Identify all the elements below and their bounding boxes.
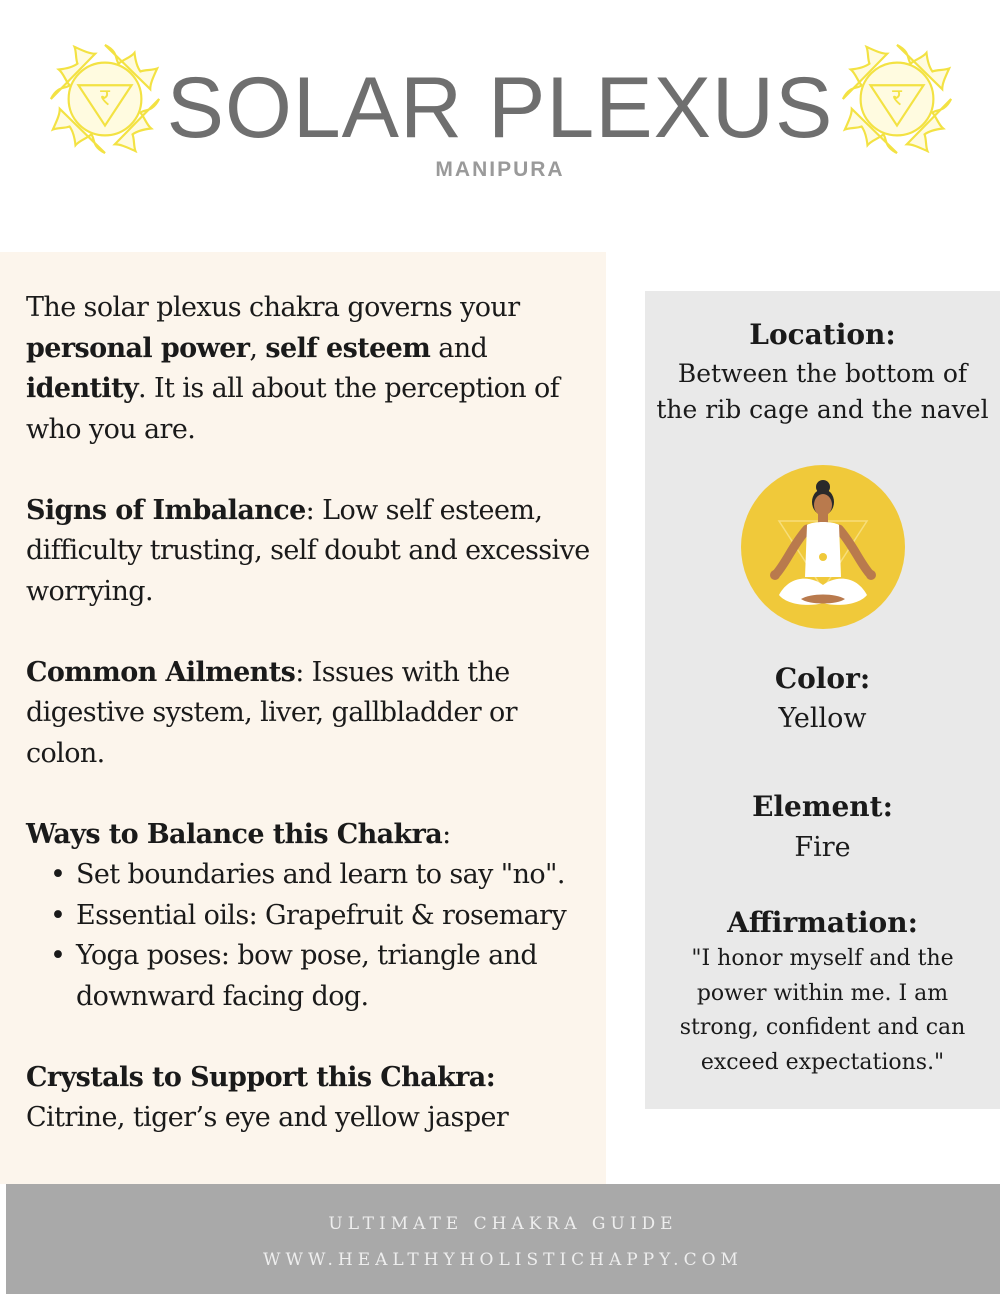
element-label: Element: <box>752 790 893 823</box>
page-subtitle: MANIPURA <box>435 158 565 181</box>
element-value: Fire <box>794 832 851 863</box>
footer-website-link[interactable]: WWW.HEALTHYHOLISTICHAPPY.COM <box>263 1250 743 1270</box>
footer <box>6 1184 1000 1294</box>
ailments-label: Common Ailments <box>26 656 296 688</box>
crystals-paragraph: Crystals to Support this Chakra: Citrine, tiger’s eye and yellow jasper <box>26 1061 509 1133</box>
page-title: SOLAR PLEXUS <box>166 60 834 156</box>
list-item: • Essential oils: Grapefruit & rosemary <box>76 896 596 937</box>
affirmation-label: Affirmation: <box>727 906 918 939</box>
color-value: Yellow <box>778 703 867 734</box>
meditation-figure-icon <box>741 465 905 629</box>
imbalance-paragraph: Signs of Imbalance: Low self esteem, difficulty trusting, self doubt and excessive worrying. <box>26 494 590 607</box>
list-item: • Yoga poses: bow pose, triangle and downward facing dog. <box>76 936 596 1017</box>
svg-text:र: र <box>100 82 110 111</box>
list-item: • Set boundaries and learn to say "no". <box>76 855 596 896</box>
ailments-paragraph: Common Ailments: Issues with the digestive system, liver, gallbladder or colon. <box>26 656 517 769</box>
description-text <box>26 288 596 1179</box>
balance-heading: Ways to Balance this Chakra: <box>26 818 451 850</box>
crystals-label: Crystals to Support this Chakra: <box>26 1061 496 1093</box>
imbalance-label: Signs of Imbalance <box>26 494 306 526</box>
location-label: Location: <box>749 318 896 351</box>
svg-text:र: र <box>892 82 902 111</box>
color-label: Color: <box>774 662 871 695</box>
location-value: Between the bottom of the rib cage and the navel <box>656 359 989 424</box>
footer-guide-title: ULTIMATE CHAKRA GUIDE <box>328 1214 678 1234</box>
intro-paragraph: The solar plexus chakra governs your personal power, self esteem and identity. It is all about the perception of who you are. <box>26 292 560 445</box>
balance-list <box>26 855 596 1017</box>
affirmation-text: "I honor myself and the power within me. I am strong, confident and can exceed expectations." <box>679 946 966 1075</box>
